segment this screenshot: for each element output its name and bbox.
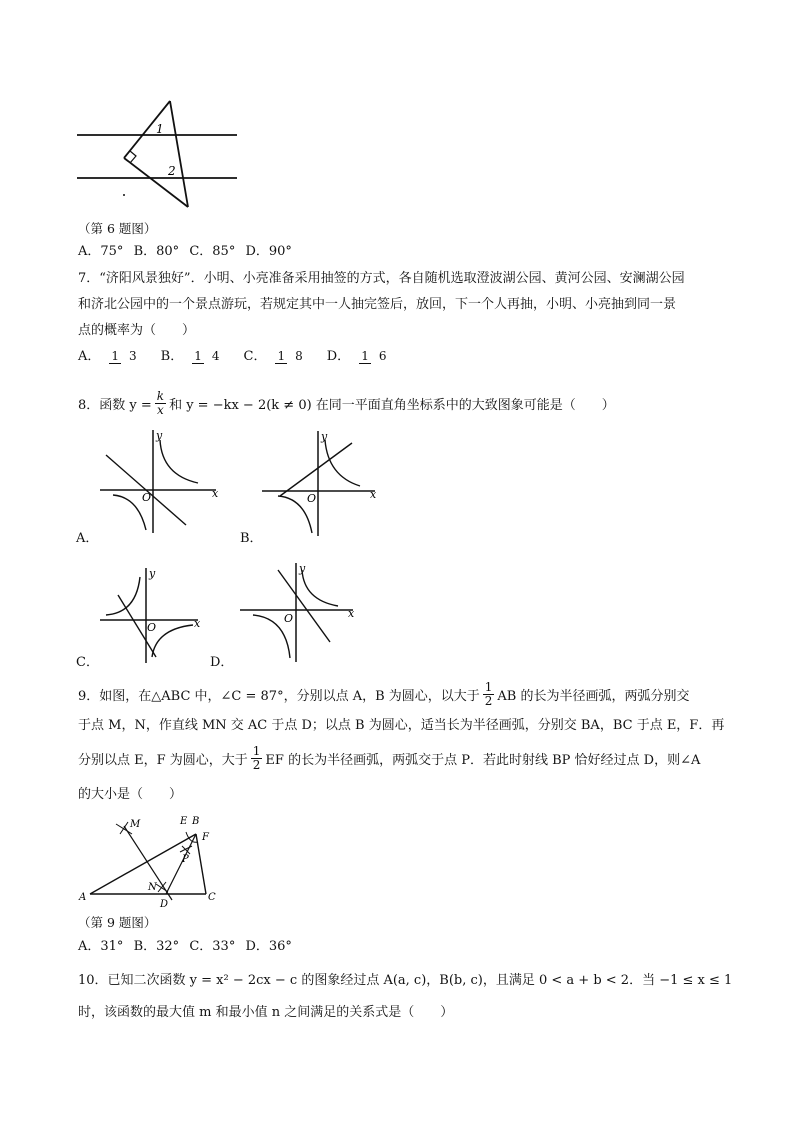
- q8-graph-a: [98, 425, 223, 535]
- q7-line-2: 和济北公园中的一个景点游玩，若规定其中一人抽完签后，放回，下一个人再抽，小明、小亮抽到同一景: [78, 297, 677, 312]
- origin-label: O: [284, 612, 294, 625]
- q8-stem: [78, 390, 615, 417]
- q7-line-3: 点的概率为（ ）: [78, 323, 196, 338]
- q9-figure: [76, 812, 226, 912]
- label-a: A: [79, 892, 87, 903]
- triangle-side-bottom: [124, 158, 188, 207]
- q7-option-d[interactable]: D． 1 6: [326, 348, 387, 364]
- q10-line-1: 10．已知二次函数 y = x² − 2cx − c 的图象经过点 A(a, c)，B(b, c)，且满足 0 < a + b < 2．当 −1 ≤ x ≤ 1: [78, 973, 733, 988]
- q9-caption: （第 9 题图）: [78, 915, 157, 930]
- q7-line-1: 7．“济阳风景独好”．小明、小亮准备采用抽签的方式，各自随机选取澄波湖公园、黄河公园、安澜湖公园: [78, 271, 685, 286]
- q7-option-a[interactable]: A． 1 3: [78, 348, 137, 364]
- label-f: F: [202, 832, 209, 843]
- q7-option-b[interactable]: B． 1 4: [160, 348, 220, 364]
- q8-prefix: 8．函数 y =: [78, 398, 152, 413]
- q9-option-d[interactable]: D．36°: [245, 939, 292, 954]
- hyperbola-branch-1: [160, 440, 198, 483]
- angle-1-label: 1: [156, 122, 164, 136]
- q8-graph-b: [260, 428, 380, 538]
- q8-fraction: $\frac{k}{x}$: [156, 389, 165, 417]
- line-graph: [280, 443, 352, 496]
- q7-options: [78, 345, 406, 364]
- hyperbola-branch-1: [106, 577, 140, 615]
- label-d: D: [160, 899, 169, 910]
- stray-dot: [123, 194, 125, 196]
- q8-graph-d: [238, 560, 358, 665]
- label-e: E: [180, 816, 188, 827]
- q9-line-1-b: AB 的长为半径画弧，两弧分别交: [497, 688, 690, 704]
- q6-option-a[interactable]: A．75°: [78, 244, 124, 259]
- y-label: y: [149, 567, 156, 580]
- origin-label: O: [147, 621, 157, 634]
- q9-line-2: 于点 M，N，作直线 MN 交 AC 于点 D；以点 B 为圆心，适当长为半径画弧，分别交 BA，BC 于点 E，F．再: [78, 718, 725, 733]
- q9-option-b[interactable]: B．32°: [133, 939, 180, 954]
- origin-label: O: [142, 491, 152, 504]
- q9-line-1-a: 9．如图，在△ABC 中，∠C = 87°，分别以点 A，B 为圆心，以大于: [78, 688, 480, 704]
- q7-option-c[interactable]: C． 1 8: [243, 348, 303, 364]
- q9-line-3-a: 分别以点 E，F 为圆心，大于: [78, 752, 248, 768]
- q9-half-fraction-1: $\frac{1}{2}$: [484, 679, 493, 708]
- x-label: x: [370, 488, 377, 501]
- q6-option-d[interactable]: D．90°: [245, 244, 292, 259]
- x-label: x: [348, 607, 355, 620]
- q6-option-c[interactable]: C．85°: [189, 244, 236, 259]
- q9-option-a[interactable]: A．31°: [78, 939, 124, 954]
- q6-option-b[interactable]: B．80°: [133, 244, 180, 259]
- q6-options: [78, 241, 298, 263]
- angle-2-label: 2: [168, 164, 176, 178]
- q6-figure: [72, 95, 242, 215]
- q9-options: [78, 936, 298, 958]
- segment-bc: [196, 834, 206, 894]
- q8-option-d[interactable]: D．: [210, 655, 234, 670]
- hyperbola-branch-1: [302, 570, 338, 606]
- q8-middle: 和 y = −kx − 2(k ≠ 0) 在同一平面直角坐标系中的大致图象可能是（ ）: [169, 398, 615, 413]
- q10-line-2: 时，该函数的最大值 m 和最小值 n 之间满足的关系式是（ ）: [78, 1005, 454, 1020]
- origin-label: O: [307, 492, 317, 505]
- label-m: M: [130, 819, 141, 830]
- q9-line-3: [78, 742, 700, 774]
- q8-option-c[interactable]: C．: [76, 655, 99, 670]
- q6-caption: （第 6 题图）: [78, 221, 157, 236]
- q8-option-a[interactable]: A．: [76, 531, 99, 546]
- q8-graph-c: [98, 565, 203, 665]
- q9-line-3-b: EF 的长为半径画弧，两弧交于点 P．若此时射线 BP 恰好经过点 D，则∠A: [265, 752, 701, 768]
- q9-line-1: [78, 678, 690, 710]
- q9-half-fraction-2: $\frac{1}{2}$: [252, 743, 261, 772]
- q8-option-b[interactable]: B．: [240, 531, 263, 546]
- segment-ab: [90, 834, 196, 894]
- y-label: y: [299, 562, 306, 575]
- label-p: P: [182, 854, 189, 865]
- q9-line-4: 的大小是（ ）: [78, 787, 183, 802]
- hyperbola-branch-2: [152, 625, 193, 657]
- right-angle-mark: [130, 151, 136, 163]
- x-label: x: [194, 617, 201, 630]
- label-b: B: [192, 816, 200, 827]
- y-label: y: [321, 430, 328, 443]
- x-label: x: [212, 487, 219, 500]
- q9-option-c[interactable]: C．33°: [189, 939, 236, 954]
- label-c: C: [208, 892, 216, 903]
- triangle-side-long: [170, 101, 188, 207]
- y-label: y: [156, 429, 163, 442]
- hyperbola-branch-1: [325, 440, 360, 486]
- label-n: N: [148, 882, 157, 893]
